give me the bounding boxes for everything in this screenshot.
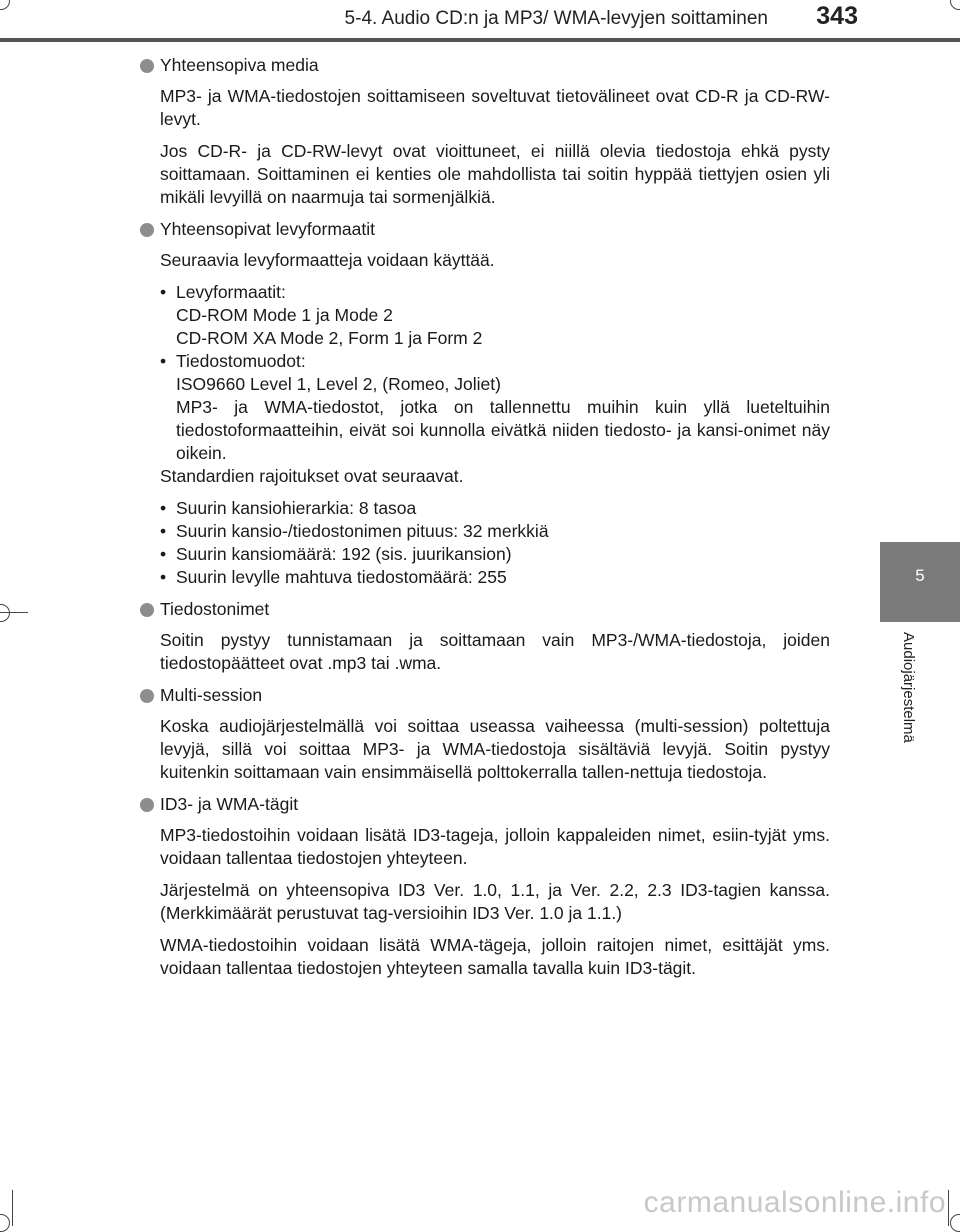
list-item-line: MP3- ja WMA-tiedostot, jotka on tallennettu muihin kuin yllä lueteltuihin tiedostoformaatteihin, eivät soi kunnolla eivätkä niiden tiedosto- ja kansi-onimet näy oikein.	[176, 397, 830, 463]
bullet-dot-icon	[140, 798, 154, 812]
page-content	[140, 54, 830, 989]
list-item-label: • Tiedostomuodot:	[176, 351, 306, 371]
crop-mark-icon	[950, 1214, 960, 1232]
paragraph: MP3-tiedostoihin voidaan lisätä ID3-tageja, jolloin kappaleiden nimet, esiin-tyjät yms. voidaan tallentaa tiedostojen yhteyteen.	[160, 825, 830, 868]
section-heading-text: Yhteensopivat levyformaatit	[160, 219, 375, 239]
page-number: 343	[816, 2, 858, 30]
format-list	[160, 281, 830, 465]
crop-line	[948, 1190, 949, 1226]
section-heading	[140, 54, 830, 77]
chapter-tab-label: Audiojärjestelmä	[900, 632, 917, 743]
paragraph: Standardien rajoitukset ovat seuraavat.	[160, 466, 464, 486]
list-item: • Suurin kansiohierarkia: 8 tasoa	[160, 497, 830, 520]
bullet-dot-icon	[140, 223, 154, 237]
section-heading	[140, 218, 830, 241]
crop-mark-icon	[0, 604, 10, 622]
list-item-line: ISO9660 Level 1, Level 2, (Romeo, Joliet)	[176, 374, 501, 394]
paragraph: Järjestelmä on yhteensopiva ID3 Ver. 1.0, 1.1, ja Ver. 2.2, 2.3 ID3-tagien kanssa. (Merkkimäärät perustuvat tag-versioihin ID3 Ver. 1.0 ja 1.1.)	[160, 880, 830, 923]
bullet-dot-icon	[140, 689, 154, 703]
page-header	[0, 0, 960, 44]
section-heading	[140, 793, 830, 816]
crop-mark-icon	[0, 1214, 10, 1232]
chapter-tab	[880, 542, 960, 622]
crop-line	[0, 612, 28, 613]
list-item	[160, 350, 830, 465]
list-item: • Suurin kansiomäärä: 192 (sis. juurikansion)	[160, 543, 830, 566]
limits-list	[160, 497, 830, 589]
section-heading	[140, 684, 830, 707]
paragraph: WMA-tiedostoihin voidaan lisätä WMA-tägeja, jolloin raitojen nimet, esittäjät yms. voidaan tallentaa tiedostojen yhteyteen samalla tavalla kuin ID3-tägit.	[160, 935, 830, 978]
bullet-dot-icon	[140, 603, 154, 617]
chapter-title: 5-4. Audio CD:n ja MP3/ WMA-levyjen soittaminen	[344, 8, 768, 29]
bullet-dot-icon	[140, 59, 154, 73]
list-item-label: • Levyformaatit:	[176, 282, 286, 302]
paragraph: Koska audiojärjestelmällä voi soittaa useassa vaiheessa (multi-session) poltettuja levyjä, sillä voi soittaa MP3- ja WMA-tiedostoja sisältäviä levyjä. Soitin pystyy kuitenkin soittamaan vain ensimmäisellä polttokerralla tallen-nettuja tiedostoja.	[160, 716, 830, 782]
paragraph: Soitin pystyy tunnistamaan ja soittamaan vain MP3-/WMA-tiedostoja, joiden tiedostopäätteet ovat .mp3 tai .wma.	[160, 630, 830, 673]
list-item: • Suurin kansio-/tiedostonimen pituus: 32 merkkiä	[160, 520, 830, 543]
list-item	[160, 281, 830, 350]
paragraph: MP3- ja WMA-tiedostojen soittamiseen soveltuvat tietovälineet ovat CD-R ja CD-RW-levyt.	[160, 86, 830, 129]
section-heading	[140, 598, 830, 621]
crop-line	[12, 1190, 13, 1226]
paragraph: Seuraavia levyformaatteja voidaan käyttää.	[160, 250, 495, 270]
section-heading-text: ID3- ja WMA-tägit	[160, 794, 299, 814]
section-heading-text: Yhteensopiva media	[160, 55, 319, 75]
list-item-line: CD-ROM XA Mode 2, Form 1 ja Form 2	[176, 328, 483, 348]
section-heading-text: Tiedostonimet	[160, 599, 270, 619]
header-rule	[0, 38, 960, 42]
watermark: carmanualsonline.info	[643, 1186, 946, 1219]
chapter-tab-number: 5	[915, 566, 925, 585]
section-heading-text: Multi-session	[160, 685, 263, 705]
list-item-line: CD-ROM Mode 1 ja Mode 2	[176, 305, 393, 325]
list-item: • Suurin levylle mahtuva tiedostomäärä: 255	[160, 566, 830, 589]
paragraph: Jos CD-R- ja CD-RW-levyt ovat vioittuneet, ei niillä olevia tiedostoja ehkä pysty soittamaan. Soittaminen ei kenties ole mahdollista tai soitin hyppää tiettyjen osien yli mikäli levyillä on naarmuja tai sormenjälkiä.	[160, 141, 830, 207]
